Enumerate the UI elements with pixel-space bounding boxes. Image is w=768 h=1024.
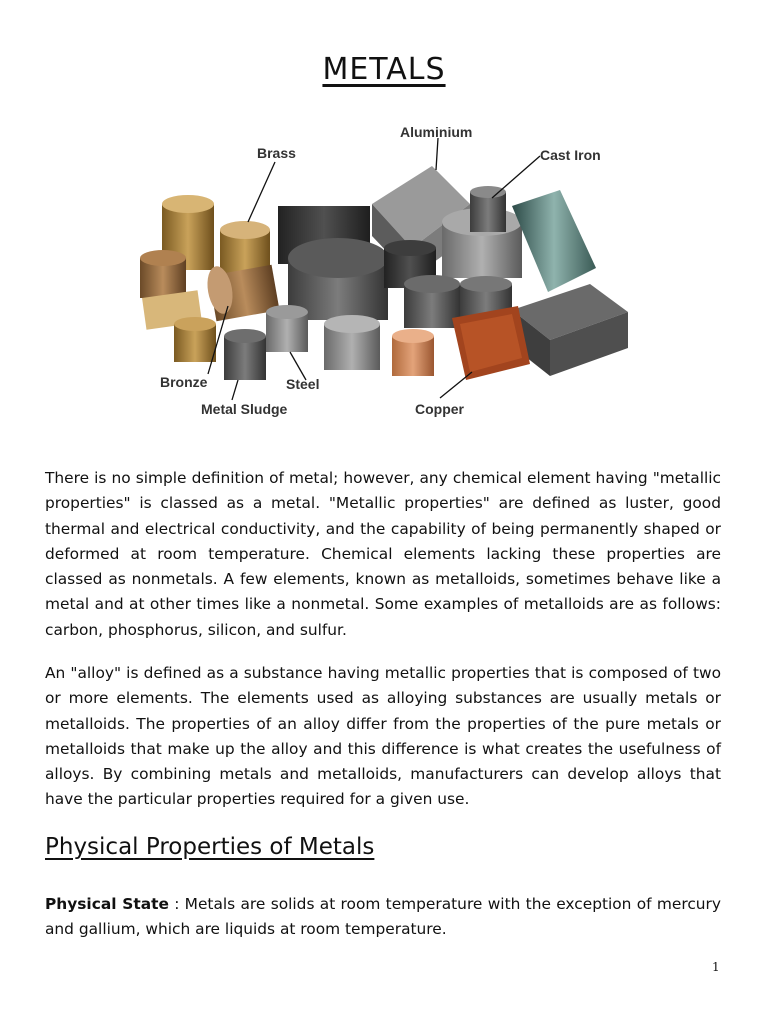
metal-samples-figure	[120, 118, 650, 428]
label-metal-sludge: Metal Sludge	[201, 401, 288, 417]
paragraph-alloy-definition: An "alloy" is defined as a substance having metallic properties that is composed of two or more elements. The elements used as alloying substances are usually metals or metalloids. The properties of an alloy differ from the properties of the pure metals or metalloids that make up the alloy and this difference is what creates the usefulness of alloys. By combining metals and metalloids, manufacturers can develop alloys that have the particular properties required for a given use.	[45, 664, 721, 809]
sludge-piece	[224, 329, 266, 380]
label-aluminium: Aluminium	[400, 124, 473, 140]
steel-piece	[266, 305, 308, 352]
metal-samples-illustration	[120, 118, 650, 428]
paragraph-physical-state	[45, 892, 721, 943]
label-brass: Brass	[257, 145, 296, 161]
crystalline-block	[512, 190, 596, 292]
label-bronze: Bronze	[160, 374, 208, 390]
paragraph-metal-definition: There is no simple definition of metal; however, any chemical element having "metallic properties" is classed as a metal. "Metallic properties" are defined as luster, good thermal and electrical conductivity, and the capability of being permanently shaped or deformed at room temperature. Chemical elements lacking these properties are classed as nonmetals. A few elements, known as metalloids, sometimes behave like a metal and at other times like a nonmetal. Some examples of metalloids are as follows: carbon, phosphorus, silicon, and sulfur.	[45, 469, 721, 639]
section-heading: Physical Properties of Metals	[45, 834, 375, 860]
physical-state-text: : Metals are solids at room temperature with the exception of mercury and gallium, which are liquids at room temperature.	[45, 895, 721, 939]
term-physical-state: Physical State	[45, 895, 169, 913]
label-cast-iron: Cast Iron	[540, 147, 601, 163]
label-copper: Copper	[415, 401, 464, 417]
page-title: METALS	[322, 52, 446, 87]
label-steel: Steel	[286, 376, 320, 392]
page-number: 1	[712, 960, 720, 974]
copper-piece	[392, 329, 434, 376]
